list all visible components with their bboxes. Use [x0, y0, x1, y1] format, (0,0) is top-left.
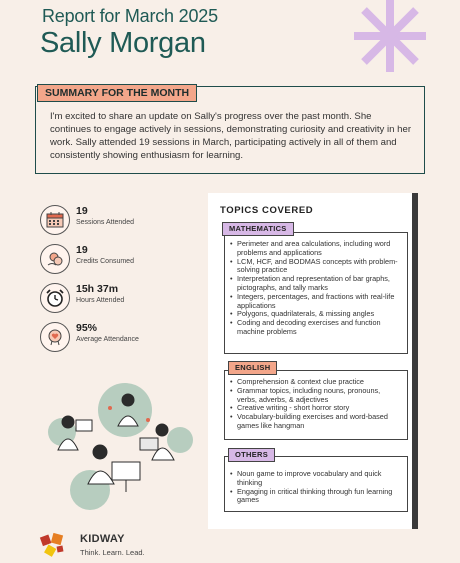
coins-icon — [40, 244, 70, 274]
stat-value: 15h 37m — [76, 283, 119, 295]
report-title: Report for March 2025 — [42, 6, 218, 26]
list-item: • Interpretation and representation of bar graphs, pictographs, and tally marks — [230, 275, 402, 293]
list-item: • LCM, HCF, and BODMAS concepts with problem-solving practice — [230, 258, 402, 276]
alarm-clock-icon — [40, 283, 70, 313]
stat-label: Sessions Attended — [76, 219, 134, 226]
asterisk-decoration-icon — [350, 0, 430, 76]
list-item: • Polygons, quadrilaterals, & missing angles — [230, 310, 402, 319]
students-illustration — [40, 380, 200, 515]
others-tag: OTHERS — [228, 448, 275, 462]
list-item: • Coding and decoding exercises and function machine problems — [230, 319, 402, 337]
stat-value: 19 — [76, 244, 88, 256]
stat-label: Average Attendance — [76, 336, 139, 343]
list-item: • Noun game to improve vocabulary and quick thinking — [230, 470, 402, 488]
summary-text: I'm excited to share an update on Sally's progress over the past month. She continues to engage actively in sessions, demonstrating curiosity and creativity in her work. Sally attended 19 sessions in March, participating actively in all of them and consistently showing enthusiasm for learning. — [50, 111, 412, 161]
brand-tagline: Think. Learn. Lead. — [80, 548, 145, 557]
list-item: • Comprehension & context clue practice — [230, 378, 402, 387]
list-item: • Grammar topics, including nouns, pronouns, verbs, adverbs, & adjectives — [230, 387, 402, 405]
list-item: • Creative writing - short horror story — [230, 404, 402, 413]
summary-title: SUMMARY FOR THE MONTH — [37, 84, 197, 102]
stat-value: 95% — [76, 322, 98, 334]
student-name: Sally Morgan — [40, 27, 206, 59]
mathematics-list — [230, 240, 402, 337]
calendar-icon — [40, 205, 70, 235]
brand-name: KIDWAY — [80, 533, 125, 545]
heart-badge-icon — [40, 322, 70, 352]
list-item: • Perimeter and area calculations, including word problems and applications — [230, 240, 402, 258]
topics-title: TOPICS COVERED — [220, 205, 314, 216]
list-item: • Vocabulary-building exercises and word-based games like hangman — [230, 413, 402, 431]
stat-value: 19 — [76, 205, 88, 217]
stat-label: Credits Consumed — [76, 258, 134, 265]
stat-label: Hours Attended — [76, 297, 125, 304]
list-item: • Engaging in critical thinking through fun learning games — [230, 488, 402, 506]
kidway-logo-icon — [38, 530, 68, 558]
mathematics-tag: MATHEMATICS — [222, 222, 294, 236]
english-tag: ENGLISH — [228, 361, 277, 375]
english-list — [230, 378, 402, 431]
others-list — [230, 470, 402, 505]
list-item: • Integers, percentages, and fractions with real-life applications — [230, 293, 402, 311]
